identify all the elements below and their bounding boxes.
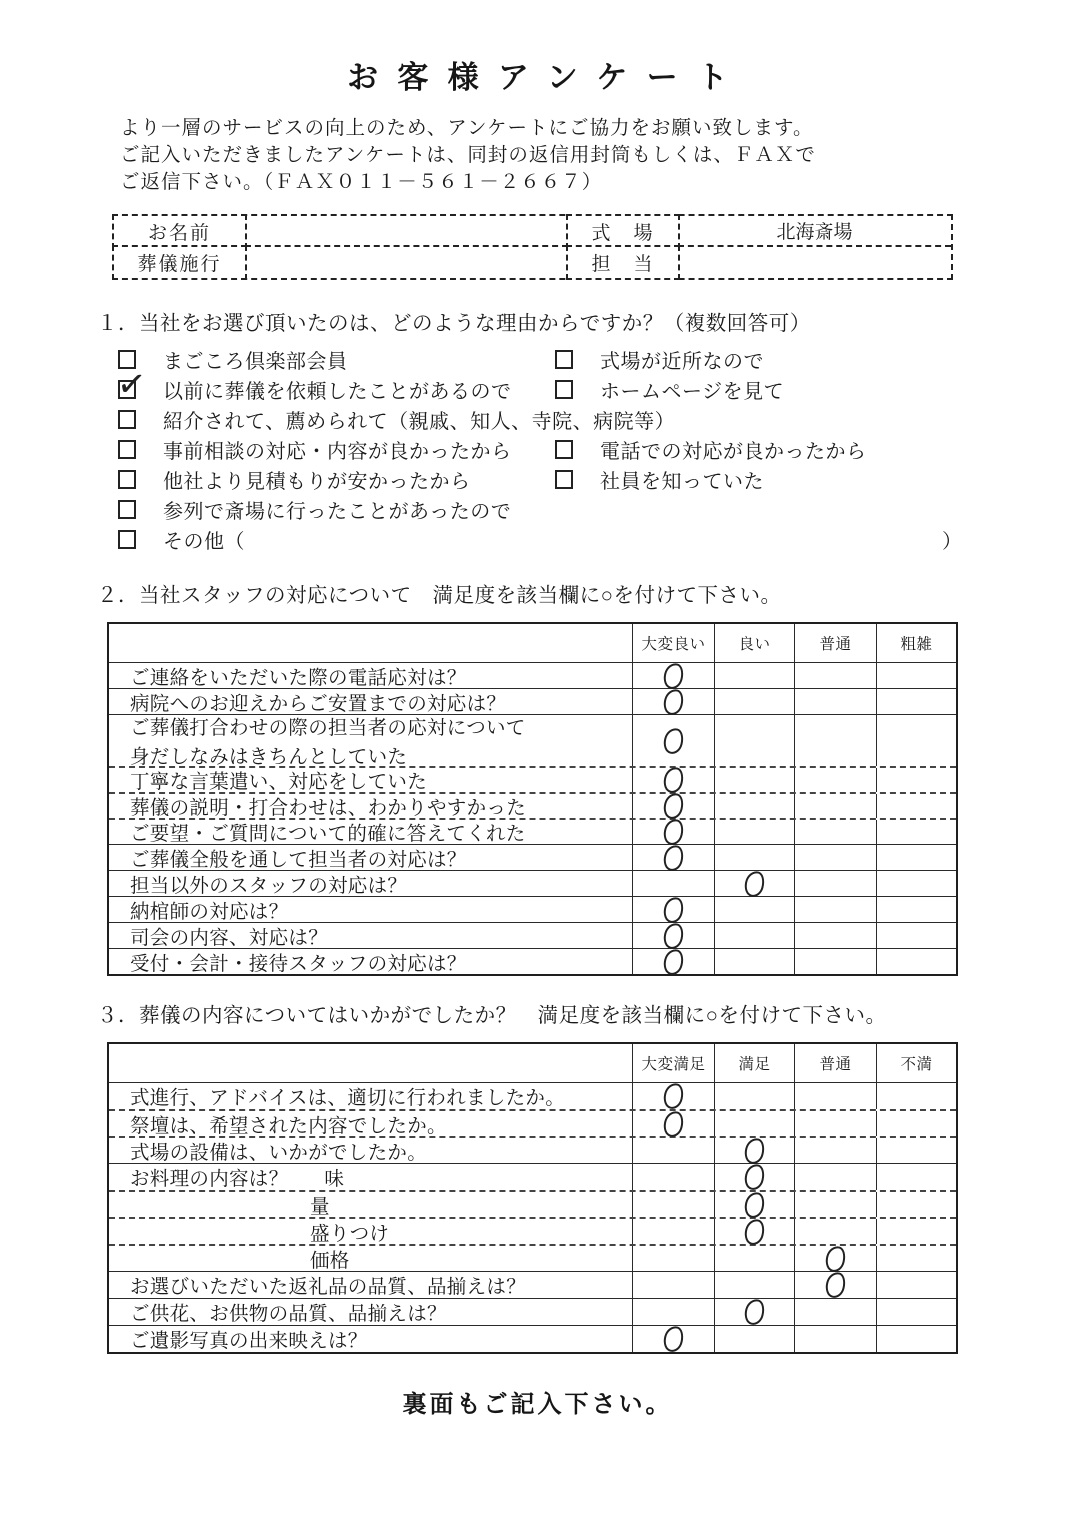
selected-circle-mark: [661, 791, 685, 821]
rating-cell[interactable]: [632, 1083, 714, 1109]
rating-cell[interactable]: [632, 897, 714, 922]
row-label: 式場の設備は、いかがでしたか。: [130, 1141, 428, 1163]
venue-label: 式 場: [566, 214, 680, 249]
row-label-line1: ご葬儀打合わせの際の担当者の応対について: [130, 717, 526, 739]
row-label: ご供花、お供物の品質、品揃えは？: [130, 1303, 447, 1325]
rating-cell[interactable]: [632, 1164, 714, 1190]
rating-cell[interactable]: [794, 1299, 876, 1325]
rating-cell[interactable]: [876, 794, 956, 818]
row-label: ご要望・ご質問について的確に答えてくれた: [130, 823, 526, 844]
rating-cell[interactable]: [794, 845, 876, 870]
rating-cell[interactable]: [632, 1299, 714, 1325]
option-previous-funeral: [95, 375, 555, 404]
rating-cell[interactable]: [632, 845, 714, 870]
table-row: [109, 896, 956, 922]
table-row: [109, 792, 956, 818]
option-label: 紹介されて、薦められて（親戚、知人、寺院、病院等）: [163, 410, 676, 433]
rating-cell[interactable]: [632, 1219, 714, 1244]
question-1: [95, 306, 980, 554]
selected-circle-mark: [661, 726, 685, 756]
selected-circle-mark: [742, 1190, 766, 1220]
table-row: [109, 1244, 956, 1271]
header-question-cell: [109, 624, 632, 662]
selected-circle-mark: [742, 1217, 766, 1247]
option-label: 事前相談の対応・内容が良かったから: [163, 440, 512, 463]
footer-note: 裏面もご記入下さい。: [402, 1391, 673, 1418]
question-1-heading: １．当社をお選び頂いたのは、どのような理由からですか？（複数回答可）: [97, 312, 811, 335]
row-label: 祭壇は、希望された内容でしたか。: [130, 1114, 447, 1136]
table-row: [109, 1136, 956, 1163]
selected-circle-mark: [661, 1324, 685, 1354]
rating-cell[interactable]: [876, 1299, 956, 1325]
option-row: [95, 374, 980, 404]
intro-line: ご記入いただきましたアンケートは、同封の返信用封筒もしくは、ＦＡＸで: [120, 144, 816, 166]
column-header: 大変満足: [632, 1044, 714, 1082]
rating-cell[interactable]: [632, 871, 714, 896]
selected-circle-mark: [661, 817, 685, 847]
rating-cell[interactable]: [632, 820, 714, 844]
rating-cell[interactable]: [794, 768, 876, 792]
rating-cell[interactable]: [876, 845, 956, 870]
other-close-paren: ）: [942, 530, 962, 553]
row-label: 司会の内容、対応は？: [130, 926, 329, 948]
selected-circle-mark: [742, 1136, 766, 1166]
option-pre-consultation: [95, 435, 555, 464]
rating-cell[interactable]: [714, 1111, 794, 1136]
option-row: [95, 404, 980, 434]
rating-cell[interactable]: [876, 1192, 956, 1217]
option-label: 電話での対応が良かったから: [600, 440, 867, 463]
rating-cell[interactable]: [632, 1326, 714, 1352]
rating-cell[interactable]: [714, 820, 794, 844]
rating-cell[interactable]: [876, 1272, 956, 1298]
rating-cell[interactable]: [794, 794, 876, 818]
option-label: まごころ倶楽部会員: [163, 350, 348, 373]
rating-cell[interactable]: [714, 689, 794, 714]
column-header: 良い: [714, 624, 794, 662]
row-label: ご葬儀全般を通して担当者の対応は？: [130, 848, 467, 870]
rating-cell[interactable]: [876, 715, 956, 766]
rating-cell[interactable]: [876, 1138, 956, 1163]
rating-cell[interactable]: [876, 1246, 956, 1271]
selected-circle-mark: [823, 1244, 847, 1274]
table-row: [109, 948, 956, 974]
row-label: 式進行、アドバイスは、適切に行われましたか。: [130, 1087, 566, 1109]
page-title: お客様アンケート: [347, 60, 748, 95]
checkbox[interactable]: [555, 350, 573, 369]
row-label: 病院へのお迎えからご安置までの対応は？: [130, 692, 507, 714]
row-label: 受付・会計・接待スタッフの対応は？: [130, 952, 467, 974]
rating-cell[interactable]: [876, 923, 956, 948]
row-label: 葬儀の説明・打合わせは、わかりやすかった: [130, 797, 527, 818]
row-label: 価格: [310, 1249, 350, 1271]
rating-cell[interactable]: [794, 1272, 876, 1298]
option-other: [95, 525, 245, 554]
table-row: [109, 844, 956, 870]
question-3-heading: ３．葬儀の内容についてはいかがでしたか？ 満足度を該当欄に○を付けて下さい。: [97, 1004, 887, 1027]
option-label: 以前に葬儀を依頼したことがあるので: [163, 380, 512, 403]
rating-cell[interactable]: [794, 1138, 876, 1163]
content-rating-table: [107, 1042, 958, 1354]
rating-cell[interactable]: [714, 794, 794, 818]
rating-cell[interactable]: [794, 1192, 876, 1217]
name-field[interactable]: [245, 216, 568, 247]
table-row: [109, 714, 956, 766]
table-row: [109, 818, 956, 844]
rating-cell[interactable]: [714, 845, 794, 870]
option-attended-before: [95, 495, 511, 524]
table-row: [109, 1082, 956, 1109]
option-referred: [95, 405, 675, 434]
option-row: [95, 524, 980, 554]
table-row: [109, 688, 956, 714]
intro-line: より一層のサービスの向上のため、アンケートにご協力をお願い致します。: [120, 117, 814, 139]
rating-cell[interactable]: [632, 1272, 714, 1298]
rating-cell[interactable]: [794, 1326, 876, 1352]
name-label: お名前: [112, 214, 247, 249]
rating-cell[interactable]: [632, 663, 714, 688]
table-row: [109, 662, 956, 688]
option-magokoro-member: [95, 345, 555, 374]
selected-circle-mark: [661, 1081, 685, 1111]
rating-cell[interactable]: [794, 897, 876, 922]
rating-cell[interactable]: [714, 1164, 794, 1190]
table-row: [109, 1190, 956, 1217]
option-homepage: [555, 375, 980, 404]
staff-label: 担 当: [566, 245, 680, 280]
rating-cell[interactable]: [632, 715, 714, 766]
rating-cell[interactable]: [794, 820, 876, 844]
header-question-cell: [109, 1044, 632, 1082]
selected-circle-mark: [661, 921, 685, 951]
table-header-row: [109, 1044, 956, 1082]
rating-cell[interactable]: [714, 1219, 794, 1244]
row-label-line2: 身だしなみはきちんとしていた: [130, 746, 408, 766]
selected-circle-mark: [661, 1109, 685, 1139]
row-label: 盛りつけ: [310, 1222, 390, 1244]
rating-cell[interactable]: [632, 1192, 714, 1217]
rating-cell[interactable]: [714, 663, 794, 688]
rating-cell[interactable]: [632, 949, 714, 974]
rating-cell[interactable]: [714, 1138, 794, 1163]
option-label: その他（: [163, 530, 245, 553]
table-row: [109, 766, 956, 792]
rating-cell[interactable]: [714, 1299, 794, 1325]
checkbox[interactable]: [555, 380, 573, 399]
checkbox[interactable]: [118, 470, 136, 489]
selected-circle-mark: [661, 947, 685, 977]
rating-cell[interactable]: [714, 1083, 794, 1109]
selected-circle-mark: [661, 765, 685, 795]
funeral-field[interactable]: [245, 247, 568, 278]
question-3: [95, 998, 980, 1354]
column-header: 満足: [714, 1044, 794, 1082]
question-2: [95, 578, 980, 976]
rating-cell[interactable]: [794, 663, 876, 688]
rating-cell[interactable]: [794, 871, 876, 896]
rating-cell[interactable]: [794, 1164, 876, 1190]
rating-cell[interactable]: [794, 949, 876, 974]
option-label: 参列で斎場に行ったことがあったので: [163, 500, 512, 523]
table-row: [109, 1109, 956, 1136]
checkbox[interactable]: [118, 530, 136, 549]
option-label: 社員を知っていた: [600, 470, 764, 493]
rating-cell[interactable]: [876, 871, 956, 896]
selected-circle-mark: [742, 1162, 766, 1192]
question-2-heading: ２．当社スタッフの対応について 満足度を該当欄に○を付けて下さい。: [97, 584, 782, 607]
rating-cell[interactable]: [632, 768, 714, 792]
table-row: [109, 1271, 956, 1298]
rating-cell[interactable]: [632, 689, 714, 714]
rating-cell[interactable]: [876, 1111, 956, 1136]
table-row: [109, 1217, 956, 1244]
intro-text: [120, 115, 980, 196]
rating-cell[interactable]: [876, 897, 956, 922]
rating-cell[interactable]: [714, 871, 794, 896]
column-header: 大変良い: [632, 624, 714, 662]
checkbox[interactable]: [118, 410, 136, 429]
table-header-row: [109, 624, 956, 662]
rating-cell[interactable]: [794, 1083, 876, 1109]
table-row: [109, 1325, 956, 1352]
rating-cell[interactable]: [876, 1219, 956, 1244]
rating-cell[interactable]: [714, 1192, 794, 1217]
rating-cell[interactable]: [876, 1083, 956, 1109]
table-row: [109, 922, 956, 948]
rating-cell[interactable]: [714, 897, 794, 922]
rating-cell[interactable]: [714, 1326, 794, 1352]
rating-cell[interactable]: [876, 663, 956, 688]
table-row: [109, 1298, 956, 1325]
row-label: 丁寧な言葉遣い、対応をしていた: [130, 771, 428, 792]
rating-cell[interactable]: [794, 689, 876, 714]
selected-circle-mark: [661, 687, 685, 717]
column-header: 普通: [794, 624, 876, 662]
rating-cell[interactable]: [794, 1246, 876, 1271]
rating-cell[interactable]: [632, 1246, 714, 1271]
rating-cell[interactable]: [632, 923, 714, 948]
staff-field[interactable]: [678, 247, 951, 278]
row-label: 担当以外のスタッフの対応は？: [130, 874, 408, 896]
rating-cell[interactable]: [876, 1164, 956, 1190]
staff-rating-table: [107, 622, 958, 976]
option-row: [95, 464, 980, 494]
row-label: [109, 715, 632, 766]
rating-cell[interactable]: [794, 1219, 876, 1244]
rating-cell[interactable]: [876, 820, 956, 844]
option-knew-employee: [555, 465, 980, 494]
rating-cell[interactable]: [876, 768, 956, 792]
option-row: [95, 344, 980, 374]
rating-cell[interactable]: [714, 715, 794, 766]
table-row: [109, 870, 956, 896]
selected-circle-mark: [742, 869, 766, 899]
checkbox[interactable]: [555, 470, 573, 489]
option-label: ホームページを見て: [600, 380, 785, 403]
option-row: [95, 434, 980, 464]
column-header: 粗雑: [876, 624, 956, 662]
option-label: 他社より見積もりが安かったから: [163, 470, 471, 493]
column-header: 不満: [876, 1044, 956, 1082]
option-row: [95, 494, 980, 524]
respondent-info-box: [112, 214, 953, 280]
row-label: お選びいただいた返礼品の品質、品揃えは？: [130, 1276, 527, 1298]
rating-cell[interactable]: [794, 715, 876, 766]
table-row: [109, 1163, 956, 1190]
rating-cell[interactable]: [714, 1246, 794, 1271]
selected-circle-mark: [823, 1270, 847, 1300]
option-cheaper-estimate: [95, 465, 555, 494]
rating-cell[interactable]: [714, 1272, 794, 1298]
checkbox[interactable]: [118, 380, 136, 399]
row-label-prefix: お料理の内容は？ 味: [130, 1164, 632, 1190]
checkbox[interactable]: [118, 440, 136, 459]
rating-cell[interactable]: [714, 923, 794, 948]
column-header: 普通: [794, 1044, 876, 1082]
question-1-options: [95, 344, 980, 554]
rating-cell[interactable]: [876, 689, 956, 714]
selected-circle-mark: [742, 1297, 766, 1327]
funeral-label: 葬儀施行: [112, 245, 247, 280]
row-label: 量: [310, 1195, 330, 1217]
rating-cell[interactable]: [632, 1111, 714, 1136]
row-label: 納棺師の対応は？: [130, 900, 289, 922]
venue-field[interactable]: 北海斎場: [678, 216, 951, 247]
option-label: 式場が近所なので: [600, 350, 764, 373]
checkbox[interactable]: [555, 440, 573, 459]
rating-cell[interactable]: [794, 1111, 876, 1136]
selected-circle-mark: [661, 843, 685, 873]
rating-cell[interactable]: [632, 794, 714, 818]
intro-line: ご返信下さい。（ＦＡＸ０１１－５６１－２６６７）: [120, 171, 603, 193]
rating-cell[interactable]: [876, 1326, 956, 1352]
option-phone-response: [555, 435, 980, 464]
row-label: [109, 1164, 632, 1190]
rating-cell[interactable]: [876, 949, 956, 974]
rating-cell[interactable]: [714, 768, 794, 792]
rating-cell[interactable]: [632, 1138, 714, 1163]
rating-cell[interactable]: [794, 923, 876, 948]
checkbox[interactable]: [118, 500, 136, 519]
row-label-sub: 味: [324, 1168, 345, 1190]
option-venue-nearby: [555, 345, 980, 374]
selected-circle-mark: [661, 895, 685, 925]
row-label: ご遺影写真の出来映えは？: [130, 1330, 368, 1352]
selected-circle-mark: [661, 661, 685, 691]
row-label: ご連絡をいただいた際の電話応対は？: [130, 666, 467, 688]
rating-cell[interactable]: [714, 949, 794, 974]
